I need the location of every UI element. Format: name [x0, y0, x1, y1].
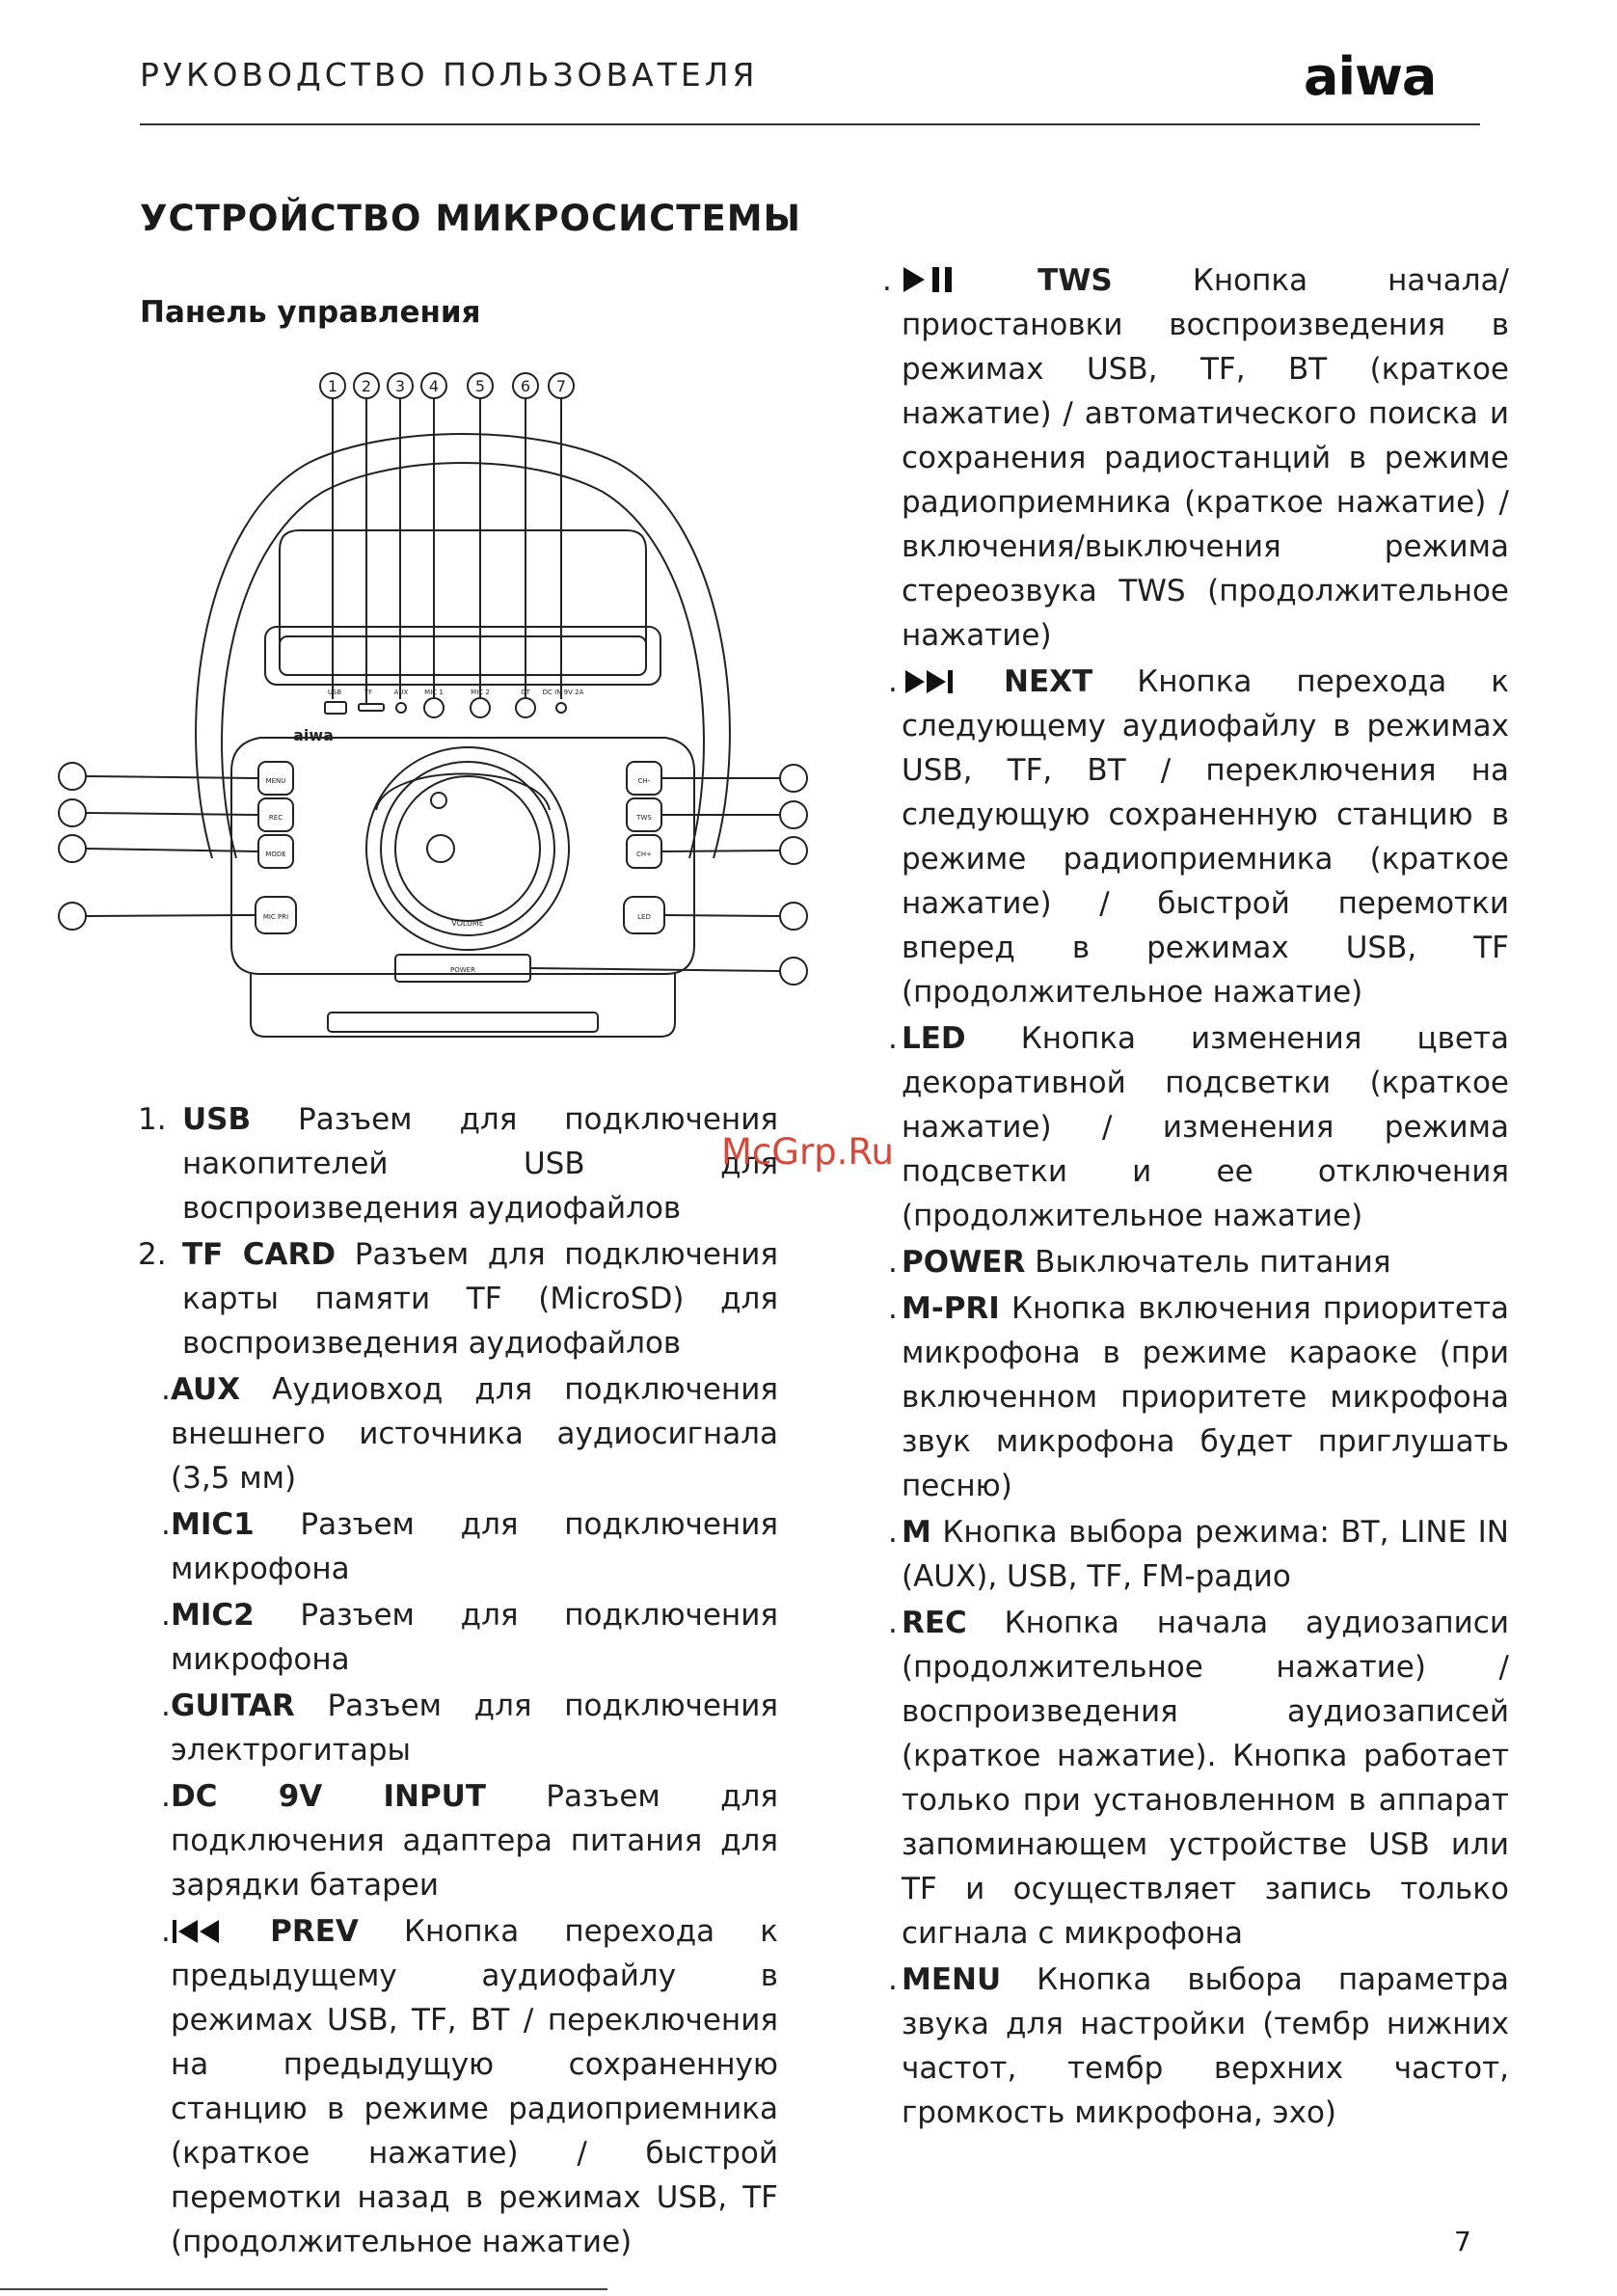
port-label-aux: AUX [393, 689, 409, 696]
item-term: MIC2 [171, 1598, 255, 1633]
item-text: Разъем для подключения карты памяти TF (MicroSD) для воспроизведения аудиофайлов [182, 1237, 778, 1361]
btn-label-ch-minus: CH- [637, 777, 651, 785]
list-item [888, 660, 1509, 1014]
item-number: . [161, 1372, 171, 1407]
item-term: TF CARD [182, 1237, 337, 1272]
item-text: Разъем для подключения электрогитары [171, 1688, 778, 1768]
item-text: Кнопка начала/приостановки воспроизведения в режимах USB, TF, BT (краткое нажатие) / автоматического поиска и сохранения радиостанций в режиме радиоприемника (краткое нажатие) / включения/выключения режима стереозвука TWS (продолжительное нажатие) [902, 263, 1509, 653]
item-text: Разъем для подключения адаптера питания для зарядки батареи [171, 1779, 778, 1903]
footer-rule [0, 2288, 607, 2290]
item-number: . [161, 1688, 171, 1723]
list-item [140, 1593, 778, 1682]
num-3: 3 [394, 377, 406, 395]
btn-label-tws: TWS [636, 814, 652, 822]
item-text: Кнопка перехода к предыдущему аудиофайлу в режимах USB, TF, BT / переключения на предыдущую сохраненную станцию в режиме радиоприемника (краткое нажатие) / быстрой перемотки назад в режимах USB, TF (продолжительное нажатие) [171, 1914, 778, 2259]
item-number: 1. [138, 1102, 167, 1137]
list-item [140, 1774, 778, 1907]
num-4: 4 [428, 377, 440, 395]
num-2: 2 [361, 377, 372, 395]
num-5: 5 [474, 377, 486, 395]
btn-label-menu: MENU [265, 777, 286, 785]
item-text: Выключатель питания [1025, 1245, 1391, 1280]
next-icon [902, 668, 959, 695]
num-1: 1 [327, 377, 338, 395]
item-text: Кнопка начала аудиозаписи (продолжительное нажатие) / воспроизведения аудиозаписей (краткое нажатие). Кнопка работает только при установленном в аппарат запоминающем устройстве USB или TF и осуществляет запись только сигнала с микрофона [902, 1606, 1509, 1951]
item-term: AUX [171, 1372, 241, 1407]
item-number: . [888, 1962, 898, 1997]
watermark: McGrp.Ru [721, 1131, 894, 1173]
item-number: . [888, 664, 898, 699]
prev-icon [171, 1918, 225, 1945]
callout-numbers [320, 373, 574, 704]
item-term: POWER [902, 1245, 1026, 1280]
btn-label-rec: REC [268, 814, 283, 822]
list-item [888, 1510, 1509, 1599]
num-6: 6 [520, 377, 531, 395]
list-item [888, 1601, 1509, 1956]
item-term: M-PRI [902, 1291, 1000, 1326]
btn-label-power: POWER [450, 966, 475, 974]
play-pause-icon [902, 265, 957, 294]
list-item [882, 258, 1509, 658]
brand-logo [1302, 48, 1485, 106]
item-term: GUITAR [171, 1688, 295, 1723]
item-term: LED [902, 1021, 966, 1056]
btn-label-mode: MODE [265, 851, 286, 858]
port-label-mic2: MIC 2 [471, 689, 490, 696]
item-term: M [902, 1515, 931, 1550]
item-term: MIC1 [171, 1507, 255, 1542]
item-number: . [888, 1606, 898, 1640]
list-item [888, 1240, 1509, 1284]
list-item [140, 1909, 778, 2264]
item-term: USB [182, 1102, 252, 1137]
list-item [140, 1097, 778, 1230]
item-number: . [888, 1515, 898, 1550]
item-number: . [161, 1779, 171, 1814]
header-title: РУКОВОДСТВО ПОЛЬЗОВАТЕЛЯ [140, 56, 759, 94]
item-term: NEXT [1004, 664, 1093, 699]
item-number: . [888, 1021, 898, 1056]
list-item [140, 1684, 778, 1772]
list-item [140, 1367, 778, 1500]
btn-label-led: LED [637, 913, 651, 921]
item-text: Разъем для подключения накопителей USB для воспроизведения аудиофайлов [182, 1102, 778, 1226]
right-column [882, 258, 1509, 2137]
item-term: DC 9V INPUT [171, 1779, 486, 1814]
item-text: Разъем для подключения микрофона [171, 1507, 778, 1586]
item-number: . [888, 1245, 898, 1280]
section-title: УСТРОЙСТВО МИКРОСИСТЕМЫ [140, 198, 801, 239]
port-label-tf: TF [364, 689, 373, 696]
port-label-dc: DC IN 9V 2A [542, 689, 584, 696]
device-brand: aiwa [293, 726, 334, 744]
page-number: 7 [1454, 2226, 1471, 2257]
item-text: Кнопка включения приоритета микрофона в режиме караоке (при включенном приоритете микрофона звук микрофона будет приглушать песню) [902, 1291, 1509, 1503]
btn-label-micpri: MIC PRI [262, 913, 289, 921]
item-number: . [161, 1598, 171, 1633]
num-7: 7 [555, 377, 567, 395]
knob-label: VOLUME [451, 919, 484, 928]
list-item [888, 1016, 1509, 1238]
item-text: Разъем для подключения микрофона [171, 1598, 778, 1677]
port-label-mic1: MIC 1 [424, 689, 444, 696]
item-term: TWS [1038, 263, 1113, 298]
control-panel-diagram [58, 357, 829, 1051]
svg-text:aiwa: aiwa [1304, 48, 1437, 106]
item-text: Аудиовход для подключения внешнего источника аудиосигнала (3,5 мм) [171, 1372, 778, 1496]
item-text: Кнопка выбора режима: BT, LINE IN (AUX), USB, TF, FM-радио [902, 1515, 1509, 1594]
item-number: . [161, 1914, 171, 1949]
left-column [140, 1097, 778, 2266]
item-number: . [888, 1291, 898, 1326]
item-term: PREV [270, 1914, 359, 1949]
item-term: REC [902, 1606, 967, 1640]
header-rule [140, 123, 1480, 125]
list-item [140, 1502, 778, 1591]
list-item [888, 1286, 1509, 1508]
list-item [888, 1958, 1509, 2135]
item-number: . [882, 263, 892, 298]
item-number: . [161, 1507, 171, 1542]
item-number: 2. [138, 1237, 167, 1272]
btn-label-ch-plus: CH+ [635, 851, 653, 858]
port-label-usb: USB [327, 689, 342, 696]
subsection-title: Панель управления [140, 295, 481, 330]
port-label-gt: GT [521, 689, 530, 696]
item-text: Кнопка изменения цвета декоративной подсветки (краткое нажатие) / изменения режима подсветки и ее отключения (продолжительное нажатие) [902, 1021, 1509, 1233]
item-term: MENU [902, 1962, 1002, 1997]
item-text: Кнопка выбора параметра звука для настройки (тембр нижних частот, тембр верхних частот, громкость микрофона, эхо) [902, 1962, 1509, 2130]
list-item [140, 1232, 778, 1365]
item-text: Кнопка перехода к следующему аудиофайлу в режимах USB, TF, BT / переключения на следующую сохраненную станцию в режиме радиоприемника (краткое нажатие) / быстрой перемотки вперед в режимах USB, TF (продолжительное нажатие) [902, 664, 1509, 1010]
